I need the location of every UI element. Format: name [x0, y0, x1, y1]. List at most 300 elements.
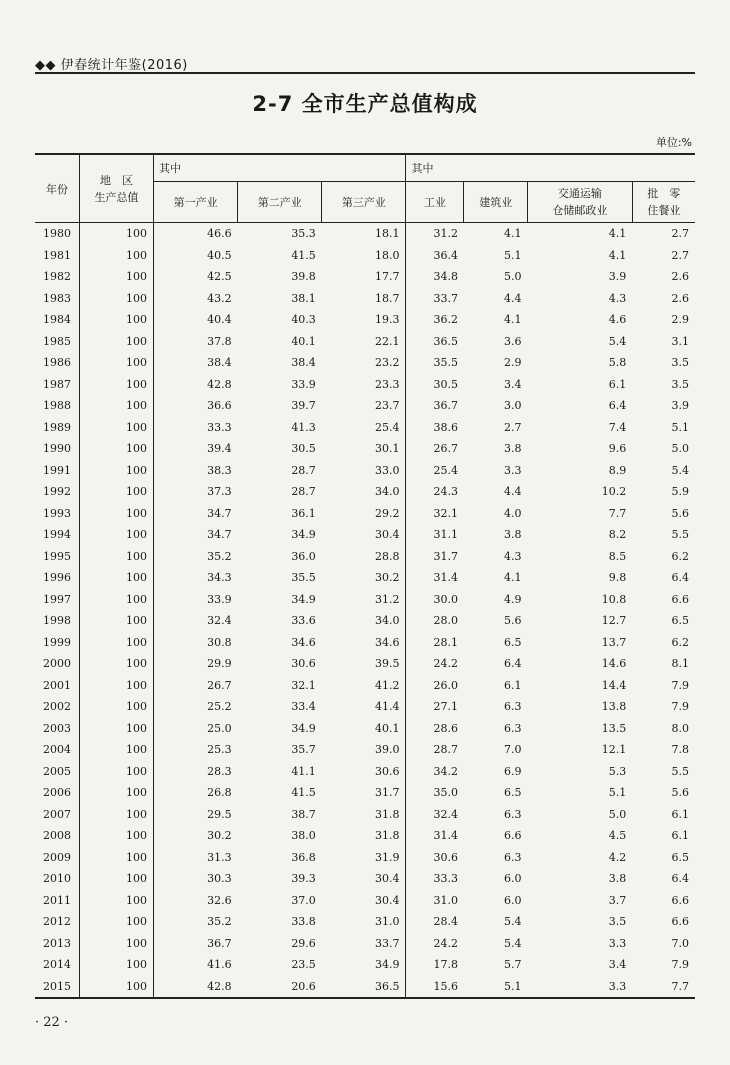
table-row	[35, 438, 695, 460]
value-cell: 7.4	[608, 420, 627, 434]
value-cell: 12.1	[601, 743, 627, 757]
value-cell: 9.8	[608, 571, 627, 585]
value-cell: 29.9	[207, 657, 232, 671]
value-cell: 37.3	[207, 485, 232, 499]
year-cell: 1985	[35, 331, 80, 353]
value-cell: 5.4	[504, 936, 522, 950]
value-cell: 6.4	[671, 571, 689, 585]
value-cell: 34.3	[207, 571, 232, 585]
value-cell: 31.8	[322, 804, 406, 826]
year-cell: 1996	[35, 567, 80, 589]
group2-header: 其中	[406, 154, 695, 182]
running-header: ◆◆ 伊春统计年鉴(2016)	[35, 58, 188, 73]
table-row	[35, 782, 695, 804]
value-cell: 4.9	[504, 592, 522, 606]
value-cell: 3.9	[608, 270, 627, 284]
value-cell: 35.5	[291, 571, 316, 585]
value-cell: 18.0	[322, 245, 406, 267]
value-cell: 100	[80, 567, 154, 589]
value-cell: 4.1	[608, 227, 627, 241]
table-row	[35, 718, 695, 740]
table-row	[35, 868, 695, 890]
value-cell: 30.0	[433, 592, 458, 606]
value-cell: 100	[80, 395, 154, 417]
year-cell: 1992	[35, 481, 80, 503]
value-cell: 6.6	[671, 915, 689, 929]
value-cell: 24.2	[433, 657, 458, 671]
value-cell: 40.1	[322, 718, 406, 740]
value-cell: 23.5	[291, 958, 316, 972]
table-row	[35, 675, 695, 697]
year-cell: 2004	[35, 739, 80, 761]
year-cell: 1991	[35, 460, 80, 482]
value-cell: 100	[80, 804, 154, 826]
value-cell: 100	[80, 718, 154, 740]
value-cell: 100	[80, 782, 154, 804]
value-cell: 5.0	[504, 270, 522, 284]
table-row	[35, 245, 695, 267]
value-cell: 25.2	[207, 700, 232, 714]
value-cell: 33.3	[433, 872, 458, 886]
value-cell: 100	[80, 524, 154, 546]
value-cell: 5.5	[671, 764, 689, 778]
value-cell: 33.7	[322, 933, 406, 955]
table-row	[35, 976, 695, 999]
value-cell: 31.2	[433, 227, 458, 241]
value-cell: 6.4	[608, 399, 627, 413]
unit-label: 单位:%	[655, 136, 692, 149]
value-cell: 6.6	[671, 893, 689, 907]
value-cell: 5.6	[504, 614, 522, 628]
year-cell: 2007	[35, 804, 80, 826]
value-cell: 36.7	[433, 399, 458, 413]
value-cell: 100	[80, 653, 154, 675]
value-cell: 42.8	[154, 976, 238, 999]
value-cell: 34.9	[291, 528, 316, 542]
value-cell: 34.9	[291, 592, 316, 606]
value-cell: 37.8	[207, 334, 232, 348]
value-cell: 30.3	[207, 872, 232, 886]
value-cell: 3.4	[608, 958, 627, 972]
value-cell: 100	[80, 481, 154, 503]
value-cell: 31.3	[207, 850, 232, 864]
value-cell: 5.6	[671, 786, 689, 800]
value-cell: 3.7	[608, 893, 627, 907]
value-cell: 38.0	[291, 829, 316, 843]
value-cell: 40.4	[207, 313, 232, 327]
value-cell: 3.9	[671, 399, 689, 413]
value-cell: 4.1	[504, 313, 522, 327]
value-cell: 100	[80, 223, 154, 245]
value-cell: 6.5	[671, 850, 689, 864]
value-cell: 7.9	[671, 700, 689, 714]
value-cell: 36.0	[291, 549, 316, 563]
value-cell: 30.6	[433, 850, 458, 864]
value-cell: 17.8	[433, 958, 458, 972]
year-cell: 2002	[35, 696, 80, 718]
value-cell: 3.1	[671, 334, 689, 348]
col-secondary-header: 第二产业	[238, 182, 322, 223]
value-cell: 2.6	[671, 291, 689, 305]
year-cell: 1990	[35, 438, 80, 460]
value-cell: 8.5	[608, 549, 627, 563]
col-total-header-text: 地 区 生产总值	[94, 173, 139, 204]
value-cell: 29.5	[207, 807, 232, 821]
table-row	[35, 288, 695, 310]
value-cell: 33.9	[291, 377, 316, 391]
value-cell: 42.5	[207, 270, 232, 284]
value-cell: 32.1	[291, 678, 316, 692]
value-cell: 100	[80, 761, 154, 783]
value-cell: 100	[80, 675, 154, 697]
year-cell: 2000	[35, 653, 80, 675]
year-cell: 1986	[35, 352, 80, 374]
value-cell: 5.3	[608, 764, 627, 778]
value-cell: 35.2	[207, 549, 232, 563]
value-cell: 24.2	[433, 936, 458, 950]
year-cell: 2015	[35, 976, 80, 999]
value-cell: 38.4	[291, 356, 316, 370]
col-retail-header-text: 批 零 住餐业	[647, 187, 681, 217]
value-cell: 6.3	[504, 807, 522, 821]
value-cell: 32.6	[207, 893, 232, 907]
value-cell: 6.3	[504, 700, 522, 714]
value-cell: 33.6	[291, 614, 316, 628]
value-cell: 13.7	[601, 635, 627, 649]
value-cell: 28.0	[433, 614, 458, 628]
table-row	[35, 761, 695, 783]
value-cell: 22.1	[322, 331, 406, 353]
year-cell: 2012	[35, 911, 80, 933]
value-cell: 100	[80, 632, 154, 654]
table-row	[35, 610, 695, 632]
value-cell: 2.7	[671, 248, 689, 262]
value-cell: 4.3	[608, 291, 627, 305]
value-cell: 25.0	[207, 721, 232, 735]
value-cell: 28.4	[433, 915, 458, 929]
value-cell: 28.1	[433, 635, 458, 649]
value-cell: 6.3	[504, 850, 522, 864]
value-cell: 5.0	[671, 442, 689, 456]
value-cell: 9.6	[608, 442, 627, 456]
table-row	[35, 847, 695, 869]
value-cell: 28.8	[322, 546, 406, 568]
value-cell: 34.0	[322, 481, 406, 503]
value-cell: 7.7	[608, 506, 627, 520]
value-cell: 14.6	[601, 657, 627, 671]
value-cell: 30.5	[433, 377, 458, 391]
value-cell: 100	[80, 739, 154, 761]
value-cell: 38.1	[291, 291, 316, 305]
value-cell: 6.1	[504, 678, 522, 692]
value-cell: 5.0	[608, 807, 627, 821]
value-cell: 19.3	[322, 309, 406, 331]
value-cell: 36.4	[433, 248, 458, 262]
value-cell: 31.4	[433, 829, 458, 843]
value-cell: 4.4	[504, 291, 522, 305]
value-cell: 6.9	[504, 764, 522, 778]
value-cell: 6.6	[504, 829, 522, 843]
value-cell: 33.4	[291, 700, 316, 714]
value-cell: 30.5	[291, 442, 316, 456]
gdp-composition-table	[35, 153, 695, 999]
value-cell: 38.6	[433, 420, 458, 434]
value-cell: 23.7	[322, 395, 406, 417]
value-cell: 36.6	[207, 399, 232, 413]
col-total-header	[80, 154, 154, 223]
value-cell: 3.5	[671, 356, 689, 370]
value-cell: 30.6	[291, 657, 316, 671]
value-cell: 3.3	[528, 976, 633, 999]
value-cell: 28.6	[433, 721, 458, 735]
table-row	[35, 460, 695, 482]
value-cell: 3.4	[504, 377, 522, 391]
value-cell: 28.7	[291, 463, 316, 477]
value-cell: 33.0	[322, 460, 406, 482]
value-cell: 4.1	[504, 571, 522, 585]
value-cell: 100	[80, 868, 154, 890]
value-cell: 6.4	[671, 872, 689, 886]
value-cell: 39.5	[322, 653, 406, 675]
value-cell: 4.5	[608, 829, 627, 843]
table-row	[35, 804, 695, 826]
col-transport-header	[528, 182, 633, 223]
value-cell: 4.6	[608, 313, 627, 327]
value-cell: 5.4	[671, 463, 689, 477]
value-cell: 3.3	[608, 936, 627, 950]
value-cell: 2.7	[504, 420, 522, 434]
table-row	[35, 954, 695, 976]
value-cell: 30.4	[322, 890, 406, 912]
value-cell: 18.1	[322, 223, 406, 245]
value-cell: 40.3	[291, 313, 316, 327]
value-cell: 33.7	[433, 291, 458, 305]
value-cell: 6.5	[504, 786, 522, 800]
value-cell: 31.0	[433, 893, 458, 907]
value-cell: 43.2	[207, 291, 232, 305]
year-cell: 1980	[35, 223, 80, 245]
value-cell: 100	[80, 696, 154, 718]
value-cell: 30.4	[322, 524, 406, 546]
value-cell: 2.7	[671, 227, 689, 241]
value-cell: 5.1	[671, 420, 689, 434]
value-cell: 34.6	[322, 632, 406, 654]
value-cell: 31.7	[322, 782, 406, 804]
year-cell: 1982	[35, 266, 80, 288]
value-cell: 3.6	[504, 334, 522, 348]
year-cell: 1998	[35, 610, 80, 632]
value-cell: 4.1	[608, 248, 627, 262]
table-row	[35, 503, 695, 525]
value-cell: 35.5	[433, 356, 458, 370]
value-cell: 100	[80, 331, 154, 353]
value-cell: 34.2	[433, 764, 458, 778]
table-row	[35, 632, 695, 654]
value-cell: 6.2	[671, 549, 689, 563]
value-cell: 6.1	[671, 807, 689, 821]
value-cell: 18.7	[322, 288, 406, 310]
value-cell: 31.1	[433, 528, 458, 542]
year-cell: 1988	[35, 395, 80, 417]
value-cell: 30.6	[322, 761, 406, 783]
value-cell: 5.1	[504, 248, 522, 262]
value-cell: 100	[80, 546, 154, 568]
value-cell: 10.2	[601, 485, 627, 499]
group1-header: 其中	[154, 154, 406, 182]
year-cell: 2005	[35, 761, 80, 783]
value-cell: 35.3	[291, 227, 316, 241]
value-cell: 5.4	[608, 334, 627, 348]
value-cell: 33.9	[207, 592, 232, 606]
value-cell: 7.9	[671, 958, 689, 972]
table-row	[35, 309, 695, 331]
value-cell: 26.8	[207, 786, 232, 800]
value-cell: 29.6	[291, 936, 316, 950]
value-cell: 15.6	[406, 976, 464, 999]
value-cell: 6.6	[671, 592, 689, 606]
value-cell: 4.3	[504, 549, 522, 563]
value-cell: 6.1	[671, 829, 689, 843]
value-cell: 38.4	[207, 356, 232, 370]
value-cell: 25.4	[433, 463, 458, 477]
value-cell: 36.5	[433, 334, 458, 348]
value-cell: 40.1	[291, 334, 316, 348]
value-cell: 100	[80, 847, 154, 869]
table-row	[35, 395, 695, 417]
year-cell: 1984	[35, 309, 80, 331]
value-cell: 32.1	[433, 506, 458, 520]
value-cell: 36.2	[433, 313, 458, 327]
value-cell: 5.7	[504, 958, 522, 972]
value-cell: 2.9	[504, 356, 522, 370]
year-cell: 2011	[35, 890, 80, 912]
value-cell: 8.9	[608, 463, 627, 477]
value-cell: 6.0	[504, 872, 522, 886]
value-cell: 26.0	[433, 678, 458, 692]
value-cell: 33.8	[291, 915, 316, 929]
value-cell: 100	[80, 417, 154, 439]
value-cell: 4.1	[504, 227, 522, 241]
value-cell: 42.8	[207, 377, 232, 391]
value-cell: 40.5	[207, 248, 232, 262]
value-cell: 30.8	[207, 635, 232, 649]
value-cell: 26.7	[433, 442, 458, 456]
value-cell: 8.1	[671, 657, 689, 671]
table-row	[35, 589, 695, 611]
year-cell: 2014	[35, 954, 80, 976]
value-cell: 100	[80, 374, 154, 396]
value-cell: 36.7	[207, 936, 232, 950]
value-cell: 100	[80, 288, 154, 310]
value-cell: 6.5	[504, 635, 522, 649]
value-cell: 100	[80, 610, 154, 632]
value-cell: 41.1	[291, 764, 316, 778]
value-cell: 3.3	[504, 463, 522, 477]
value-cell: 7.8	[671, 743, 689, 757]
year-cell: 1987	[35, 374, 80, 396]
value-cell: 34.9	[322, 954, 406, 976]
value-cell: 6.3	[504, 721, 522, 735]
value-cell: 3.0	[504, 399, 522, 413]
value-cell: 3.8	[608, 872, 627, 886]
value-cell: 39.3	[291, 872, 316, 886]
value-cell: 39.8	[291, 270, 316, 284]
table-row	[35, 223, 695, 245]
value-cell: 36.1	[291, 506, 316, 520]
value-cell: 30.2	[322, 567, 406, 589]
value-cell: 28.7	[291, 485, 316, 499]
year-cell: 2006	[35, 782, 80, 804]
value-cell: 35.7	[291, 743, 316, 757]
value-cell: 28.3	[207, 764, 232, 778]
year-cell: 1989	[35, 417, 80, 439]
year-cell: 1981	[35, 245, 80, 267]
table-row	[35, 653, 695, 675]
value-cell: 41.2	[322, 675, 406, 697]
value-cell: 39.4	[207, 442, 232, 456]
page-number: · 22 ·	[35, 1015, 69, 1030]
value-cell: 6.5	[671, 614, 689, 628]
value-cell: 23.3	[322, 374, 406, 396]
value-cell: 2.9	[671, 313, 689, 327]
value-cell: 100	[80, 589, 154, 611]
value-cell: 34.7	[207, 528, 232, 542]
table-row	[35, 331, 695, 353]
value-cell: 12.7	[601, 614, 627, 628]
value-cell: 46.6	[207, 227, 232, 241]
value-cell: 13.8	[601, 700, 627, 714]
value-cell: 100	[80, 976, 154, 999]
value-cell: 34.6	[291, 635, 316, 649]
value-cell: 26.7	[207, 678, 232, 692]
value-cell: 100	[80, 309, 154, 331]
col-tertiary-header: 第三产业	[322, 182, 406, 223]
value-cell: 6.2	[671, 635, 689, 649]
value-cell: 30.1	[322, 438, 406, 460]
value-cell: 4.0	[504, 506, 522, 520]
value-cell: 36.5	[322, 976, 406, 999]
table-row	[35, 266, 695, 288]
value-cell: 5.1	[464, 976, 528, 999]
value-cell: 3.8	[504, 528, 522, 542]
value-cell: 31.7	[433, 549, 458, 563]
value-cell: 5.5	[671, 528, 689, 542]
value-cell: 31.4	[433, 571, 458, 585]
col-industry-header: 工业	[406, 182, 464, 223]
year-cell: 2003	[35, 718, 80, 740]
value-cell: 100	[80, 245, 154, 267]
value-cell: 25.4	[322, 417, 406, 439]
value-cell: 6.0	[504, 893, 522, 907]
value-cell: 25.3	[207, 743, 232, 757]
value-cell: 35.0	[433, 786, 458, 800]
value-cell: 100	[80, 911, 154, 933]
value-cell: 30.2	[207, 829, 232, 843]
value-cell: 100	[80, 460, 154, 482]
value-cell: 34.9	[291, 721, 316, 735]
value-cell: 30.4	[322, 868, 406, 890]
year-cell: 1994	[35, 524, 80, 546]
value-cell: 31.9	[322, 847, 406, 869]
col-construction-header: 建筑业	[464, 182, 528, 223]
table-row	[35, 825, 695, 847]
value-cell: 41.3	[291, 420, 316, 434]
value-cell: 41.5	[291, 248, 316, 262]
value-cell: 100	[80, 503, 154, 525]
value-cell: 34.0	[322, 610, 406, 632]
value-cell: 13.5	[601, 721, 627, 735]
value-cell: 100	[80, 438, 154, 460]
